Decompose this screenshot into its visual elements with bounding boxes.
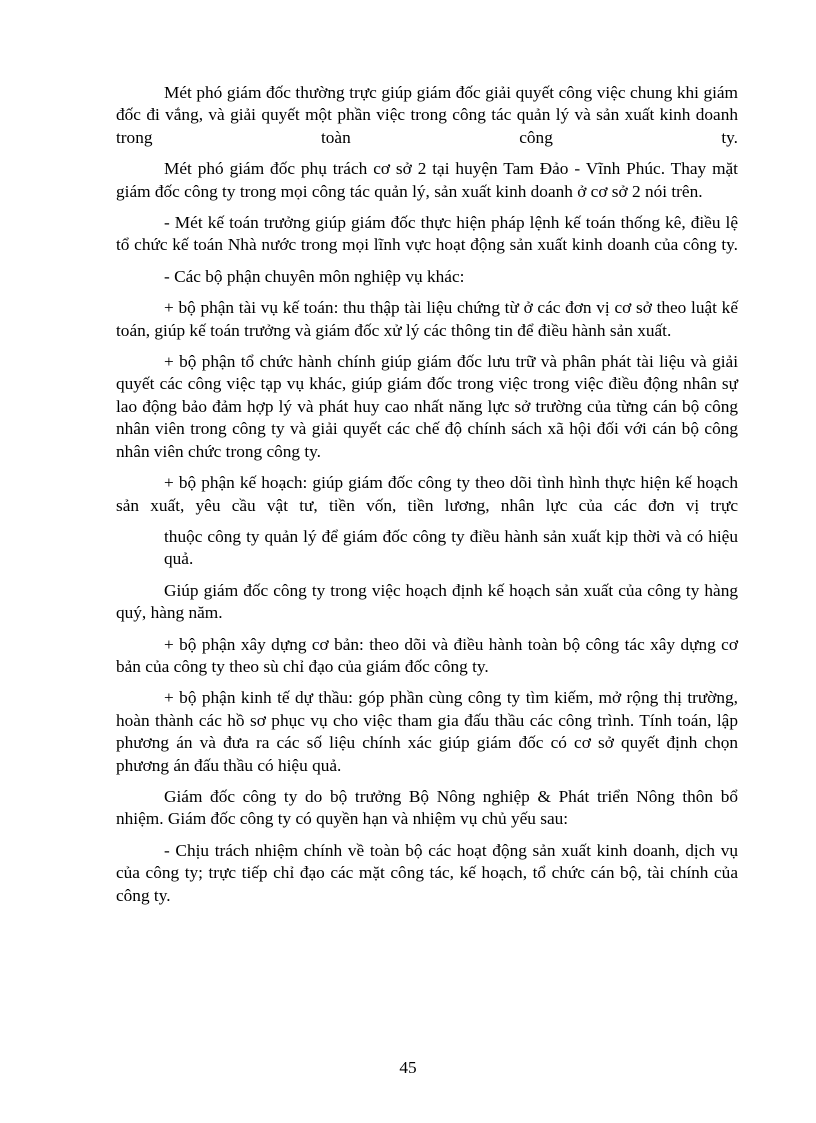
paragraph-chief-accountant: - Mét kế toán trưởng giúp giám đốc thực hiện pháp lệnh kế toán thống kê, điều lệ tổ chức kế toán Nhà nước trong mọi lĩnh vực hoạt động sản xuất kinh doanh của công ty. xyxy=(116,213,738,255)
document-body xyxy=(116,82,738,916)
paragraph-bidding: + bộ phận kinh tế dự thầu: góp phần cùng công ty tìm kiếm, mở rộng thị trường, hoàn thành các hồ sơ phục vụ cho việc tham gia đấu thầu các công trình. Tính toán, lập phương án và đưa ra các số liệu chính xác giúp giám đốc có cơ sở quyết định chọn phương án đấu thầu có hiệu quả. xyxy=(116,688,738,775)
paragraph-director-responsibility: - Chịu trách nhiệm chính về toàn bộ các hoạt động sản xuất kinh doanh, dịch vụ của công ty; trực tiếp chỉ đạo các mặt công tác, kế hoạch, tổ chức cán bộ, tài chính của công ty. xyxy=(116,840,738,905)
paragraph-other-departments: - Các bộ phận chuyên môn nghiệp vụ khác: xyxy=(164,266,465,286)
page-number: 45 xyxy=(399,1058,417,1077)
paragraph-production-planning: Giúp giám đốc công ty trong việc hoạch định kế hoạch sản xuất của công ty hàng quý, hàng năm. xyxy=(116,580,738,623)
paragraph-construction: + bộ phận xây dựng cơ bản: theo dõi và điều hành toàn bộ công tác xây dựng cơ bản của công ty theo sù chỉ đạo của giám đốc công ty. xyxy=(116,634,738,676)
paragraph-deputy-director-facility-2: Mét phó giám đốc phụ trách cơ sở 2 tại huyện Tam Đảo - Vĩnh Phúc. Thay mặt giám đốc công ty trong mọi công tác quản lý, sản xuất kinh doanh ở cơ sở 2 nói trên. xyxy=(116,159,738,201)
paragraph-planning: + bộ phận kế hoạch: giúp giám đốc công ty theo dõi tình hình thực hiện kế hoạch sản xuất, yêu cầu vật tư, tiền vốn, tiền lương, nhân lực của các đơn vị trực xyxy=(116,473,738,515)
paragraph-deputy-director-standing: Mét phó giám đốc thường trực giúp giám đốc giải quyết công việc chung khi giám đốc đi vắng, và giải quyết một phần việc trong công tác quản lý và sản xuất kinh doanh trong toàn công ty. xyxy=(116,83,738,147)
paragraph-director-appointment: Giám đốc công ty do bộ trưởng Bộ Nông nghiệp & Phát triển Nông thôn bổ nhiệm. Giám đốc công ty có quyền hạn và nhiệm vụ chủ yếu sau: xyxy=(116,786,738,829)
paragraph-planning-continued: thuộc công ty quản lý để giám đốc công ty điều hành sản xuất kịp thời và có hiệu quả. xyxy=(164,526,738,569)
paragraph-administration: + bộ phận tổ chức hành chính giúp giám đốc lưu trữ và phân phát tài liệu và giải quyết các công việc tạp vụ khác, giúp giám đốc trong việc trong việc điều động nhân sự lao động bảo đảm hợp lý và phát huy cao nhất năng lực sở trường của từng cán bộ công nhân viên trong công ty và giải quyết các chế độ chính sách xã hội đối với cán bộ công nhân viên chức trong công ty. xyxy=(116,352,738,461)
paragraph-finance-accounting: + bộ phận tài vụ kế toán: thu thập tài liệu chứng từ ở các đơn vị cơ sở theo luật kế toán, giúp kế toán trưởng và giám đốc xử lý các thông tin để điều hành sản xuất. xyxy=(116,298,738,340)
